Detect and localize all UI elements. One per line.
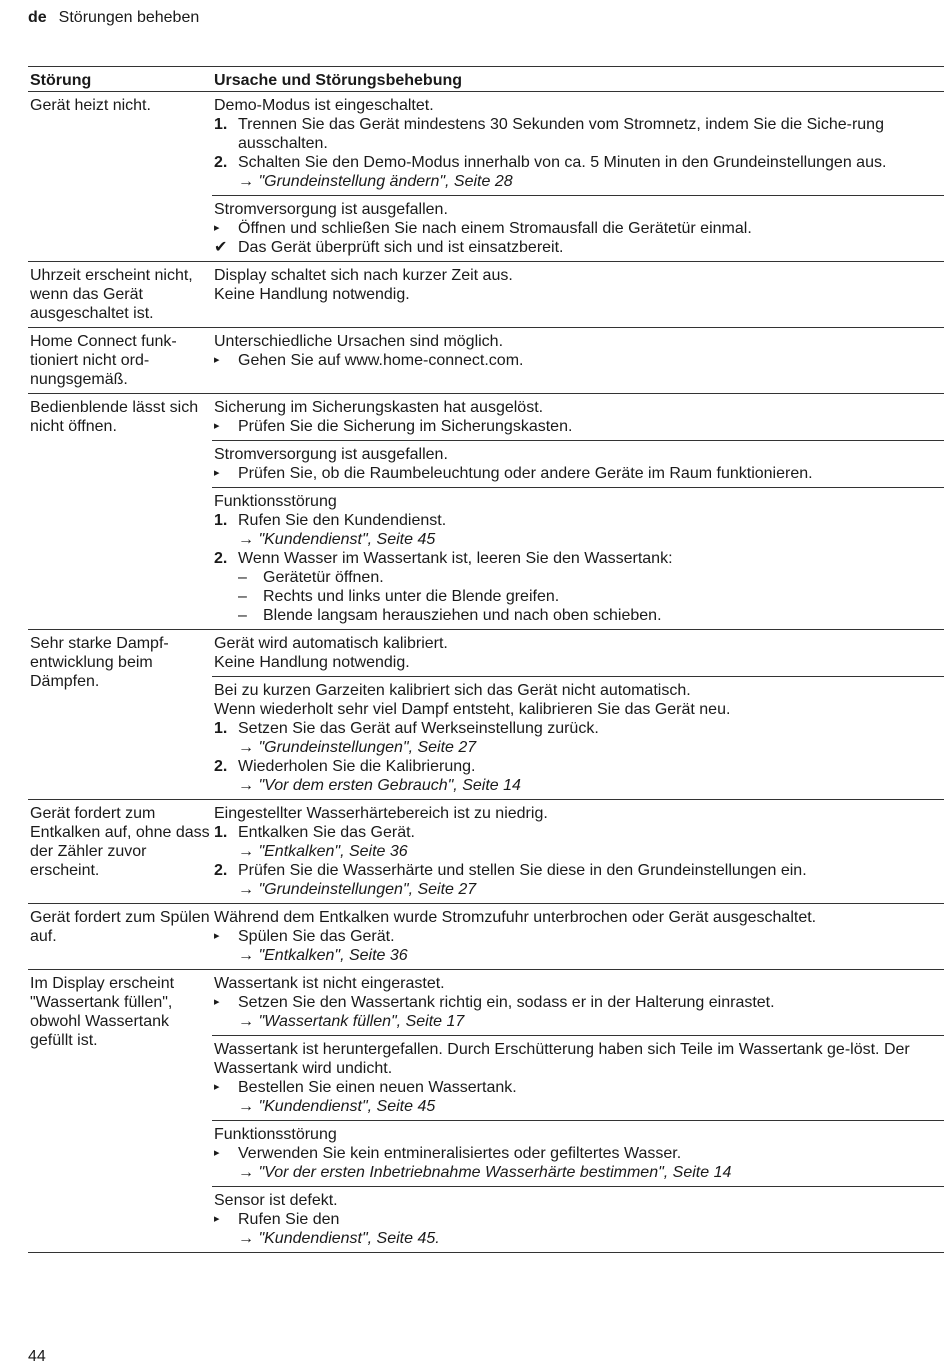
cause-cell: [212, 800, 944, 904]
page-reference: → "Grundeinstellungen", Seite 27: [238, 739, 477, 756]
cause-block: [212, 394, 944, 440]
cause-text: Unterschiedliche Ursachen sind möglich.: [214, 333, 504, 350]
instruction-step: [214, 927, 944, 946]
table-row: [28, 394, 944, 630]
cause-text: Wenn wiederholt sehr viel Dampf entsteht, kalibrieren Sie das Gerät neu.: [214, 701, 731, 718]
page-reference: → "Grundeinstellung ändern", Seite 28: [238, 173, 513, 190]
step-number: 2.: [214, 154, 228, 171]
bullet-triangle-icon: ▸: [214, 222, 220, 234]
page-reference: → "Vor dem ersten Gebrauch", Seite 14: [238, 777, 521, 794]
step-text: Schalten Sie den Demo-Modus innerhalb von ca. 5 Minuten in den Grundeinstellungen aus.: [238, 154, 887, 171]
check-icon: ✔: [214, 239, 228, 256]
step-number: 1.: [214, 116, 228, 133]
cause-text: Sicherung im Sicherungskasten hat ausgelöst.: [214, 399, 544, 416]
cause-cell: [212, 970, 944, 1253]
instruction-step: [214, 549, 944, 568]
instruction-step: [214, 1144, 944, 1163]
bullet-triangle-icon: ▸: [214, 467, 220, 479]
symptom-cell: Bedienblende lässt sich nicht öffnen.: [28, 394, 212, 630]
symptom-cell: Sehr starke Dampf-entwicklung beim Dämpfen.: [28, 630, 212, 800]
sub-step-text: Gerätetür öffnen.: [263, 569, 384, 586]
cause-text: Gerät wird automatisch kalibriert.: [214, 635, 448, 652]
header-cause: Ursache und Störungsbehebung: [212, 67, 944, 92]
step-number: 1.: [214, 512, 228, 529]
cause-text: Funktionsstörung: [214, 493, 337, 510]
cause-text: Funktionsstörung: [214, 1126, 337, 1143]
cause-block: [212, 970, 944, 1035]
sub-step-text: Blende langsam herausziehen und nach oben schieben.: [263, 607, 662, 624]
cause-block: [212, 1186, 944, 1252]
cause-text: Wassertank ist heruntergefallen. Durch Erschütterung haben sich Teile im Wassertank ge-löst. Der Wassertank wird undicht.: [214, 1041, 910, 1077]
instruction-step: [214, 1078, 944, 1097]
instruction-step: [214, 757, 944, 776]
symptom-cell: Home Connect funk-tioniert nicht ord-nungsgemäß.: [28, 328, 212, 394]
cause-text: Display schaltet sich nach kurzer Zeit aus.: [214, 267, 513, 284]
cause-block: [212, 904, 944, 969]
step-text: Prüfen Sie die Sicherung im Sicherungskasten.: [238, 418, 573, 435]
header-symptom: Störung: [28, 67, 212, 92]
instruction-step: [214, 511, 944, 530]
step-text: Das Gerät überprüft sich und ist einsatzbereit.: [238, 239, 564, 256]
step-text: Rufen Sie den Kundendienst.: [238, 512, 447, 529]
bullet-triangle-icon: ▸: [214, 420, 220, 432]
instruction-step: [214, 823, 944, 842]
cause-block: [212, 262, 944, 308]
page-header: [28, 9, 199, 27]
cause-block: [212, 487, 944, 629]
cause-text: Wassertank ist nicht eingerastet.: [214, 975, 445, 992]
instruction-step: [214, 153, 944, 172]
symptom-cell: Gerät fordert zum Spülen auf.: [28, 904, 212, 970]
cause-text: Demo-Modus ist eingeschaltet.: [214, 97, 434, 114]
step-text: Prüfen Sie, ob die Raumbeleuchtung oder andere Geräte im Raum funktionieren.: [238, 465, 813, 482]
cause-text: Bei zu kurzen Garzeiten kalibriert sich das Gerät nicht automatisch.: [214, 682, 691, 699]
cause-text: Sensor ist defekt.: [214, 1192, 338, 1209]
step-text: Verwenden Sie kein entmineralisiertes oder gefiltertes Wasser.: [238, 1145, 682, 1162]
table-row: [28, 630, 944, 800]
step-text: Setzen Sie den Wassertank richtig ein, sodass er in der Halterung einrastet.: [238, 994, 775, 1011]
cause-text: Keine Handlung notwendig.: [214, 286, 410, 303]
cause-text: Während dem Entkalken wurde Stromzufuhr unterbrochen oder Gerät ausgeschaltet.: [214, 909, 817, 926]
step-text: Prüfen Sie die Wasserhärte und stellen Sie diese in den Grundeinstellungen ein.: [238, 862, 807, 879]
table-row: [28, 970, 944, 1253]
instruction-step: [214, 1210, 944, 1229]
page-reference: → "Kundendienst", Seite 45: [238, 531, 436, 548]
table-row: [28, 800, 944, 904]
table-row: [28, 262, 944, 328]
cause-cell: [212, 394, 944, 630]
step-text: Setzen Sie das Gerät auf Werkseinstellung zurück.: [238, 720, 599, 737]
step-text: Öffnen und schließen Sie nach einem Stromausfall die Gerätetür einmal.: [238, 220, 752, 237]
page-reference: → "Kundendienst", Seite 45: [238, 1098, 436, 1115]
page-reference: → "Wassertank füllen", Seite 17: [238, 1013, 465, 1030]
symptom-cell: Uhrzeit erscheint nicht, wenn das Gerät ausgeschaltet ist.: [28, 262, 212, 328]
table-header-row: [28, 67, 944, 92]
section-title: Störungen beheben: [58, 9, 200, 26]
sub-step: [214, 587, 944, 606]
step-text: Trennen Sie das Gerät mindestens 30 Sekunden vom Stromnetz, indem Sie die Siche-rung ausschalten.: [238, 116, 884, 152]
bullet-triangle-icon: ▸: [214, 354, 220, 366]
sub-step-text: Rechts und links unter die Blende greifen.: [263, 588, 560, 605]
symptom-cell: Gerät fordert zum Entkalken auf, ohne dass der Zähler zuvor erscheint.: [28, 800, 212, 904]
cause-cell: [212, 328, 944, 394]
bullet-triangle-icon: ▸: [214, 1147, 220, 1159]
instruction-step: [214, 351, 944, 370]
sub-step: [214, 568, 944, 587]
table-row: [28, 904, 944, 970]
table-row: [28, 328, 944, 394]
bullet-triangle-icon: ▸: [214, 1081, 220, 1093]
troubleshooting-table: [28, 66, 944, 1253]
bullet-triangle-icon: ▸: [214, 930, 220, 942]
step-number: 1.: [214, 720, 228, 737]
step-text: Wiederholen Sie die Kalibrierung.: [238, 758, 476, 775]
bullet-triangle-icon: ▸: [214, 996, 220, 1008]
page-reference: → "Entkalken", Seite 36: [238, 843, 408, 860]
cause-text: Stromversorgung ist ausgefallen.: [214, 201, 448, 218]
symptom-cell: Gerät heizt nicht.: [28, 92, 212, 262]
cause-cell: [212, 92, 944, 262]
step-text: Wenn Wasser im Wassertank ist, leeren Sie den Wassertank:: [238, 550, 673, 567]
cause-block: [212, 676, 944, 799]
step-number: 2.: [214, 550, 228, 567]
cause-text: Eingestellter Wasserhärtebereich ist zu niedrig.: [214, 805, 548, 822]
page-reference: → "Entkalken", Seite 36: [238, 947, 408, 964]
cause-block: [212, 440, 944, 487]
table-row: [28, 92, 944, 262]
cause-text: Keine Handlung notwendig.: [214, 654, 410, 671]
page-reference: → "Kundendienst", Seite 45.: [238, 1230, 440, 1247]
instruction-step: [214, 115, 944, 153]
dash-icon: –: [238, 607, 247, 624]
instruction-step: [214, 464, 944, 483]
cause-block: [212, 800, 944, 903]
instruction-step: [214, 719, 944, 738]
dash-icon: –: [238, 569, 247, 586]
instruction-step: [214, 238, 944, 257]
instruction-step: [214, 861, 944, 880]
step-text: Rufen Sie den: [238, 1211, 340, 1228]
cause-block: [212, 1035, 944, 1120]
cause-block: [212, 92, 944, 195]
dash-icon: –: [238, 588, 247, 605]
cause-text: Stromversorgung ist ausgefallen.: [214, 446, 448, 463]
page-number: 44: [28, 1348, 46, 1365]
cause-cell: [212, 630, 944, 800]
step-number: 2.: [214, 758, 228, 775]
bullet-triangle-icon: ▸: [214, 1213, 220, 1225]
step-text: Bestellen Sie einen neuen Wassertank.: [238, 1079, 517, 1096]
step-text: Gehen Sie auf www.home-connect.com.: [238, 352, 524, 369]
instruction-step: [214, 993, 944, 1012]
page-reference: → "Vor der ersten Inbetriebnahme Wasserhärte bestimmen", Seite 14: [238, 1164, 732, 1181]
sub-step: [214, 606, 944, 625]
step-number: 2.: [214, 862, 228, 879]
symptom-cell: Im Display erscheint "Wassertank füllen", obwohl Wassertank gefüllt ist.: [28, 970, 212, 1253]
cause-block: [212, 328, 944, 374]
instruction-step: [214, 417, 944, 436]
step-number: 1.: [214, 824, 228, 841]
step-text: Spülen Sie das Gerät.: [238, 928, 395, 945]
cause-block: [212, 630, 944, 676]
cause-block: [212, 1120, 944, 1186]
language-label: de: [28, 9, 47, 26]
step-text: Entkalken Sie das Gerät.: [238, 824, 415, 841]
instruction-step: [214, 219, 944, 238]
cause-cell: [212, 262, 944, 328]
cause-block: [212, 195, 944, 261]
cause-cell: [212, 904, 944, 970]
page-reference: → "Grundeinstellungen", Seite 27: [238, 881, 477, 898]
